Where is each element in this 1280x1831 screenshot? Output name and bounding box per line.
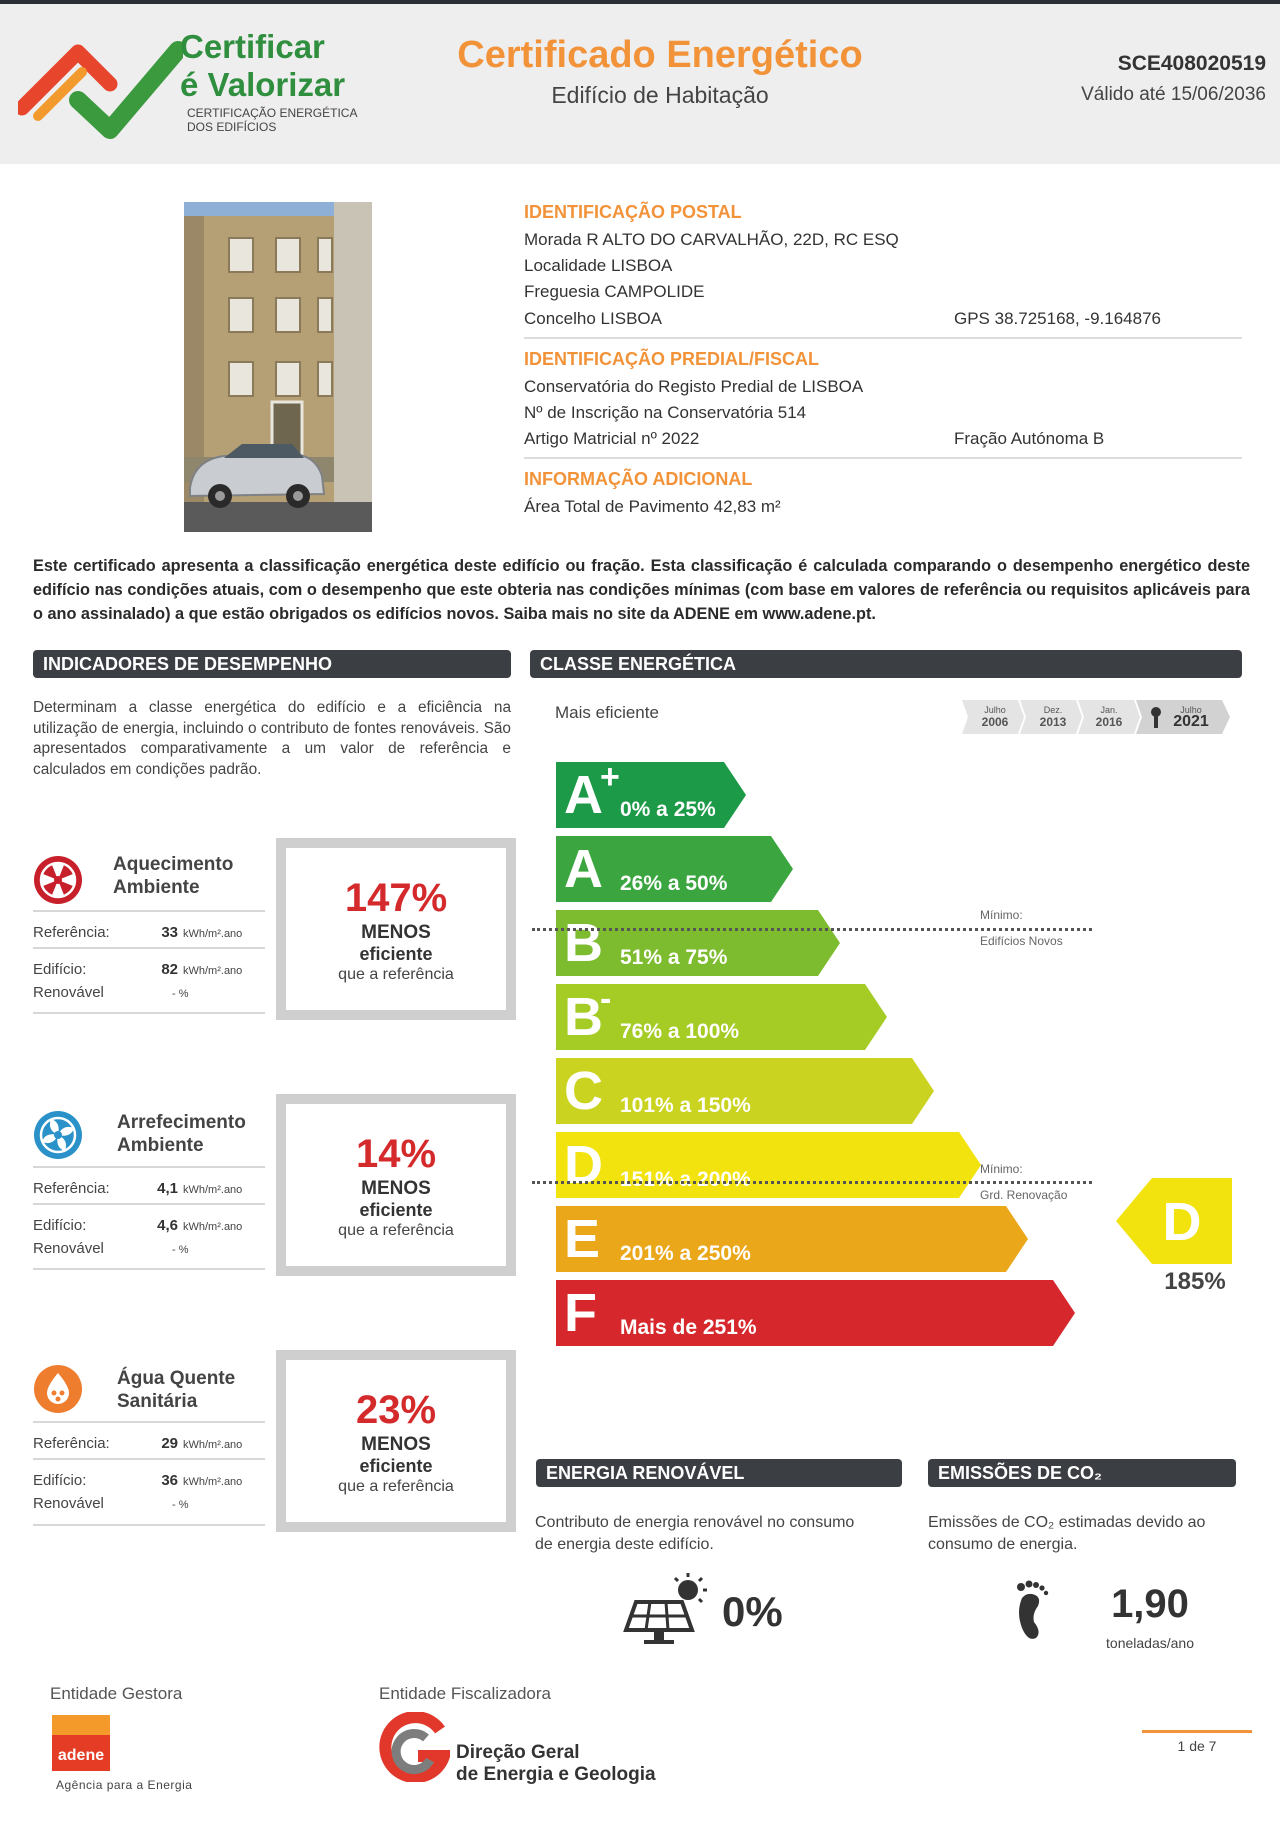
adene-logo (52, 1715, 110, 1771)
divider (33, 1166, 265, 1168)
logo-text-line1: Certificar (180, 28, 325, 65)
unit-label: kWh/m².ano (183, 1221, 243, 1233)
divider (33, 1268, 265, 1270)
class-range: 101% a 150% (620, 1094, 751, 1117)
class-letter: B (564, 913, 603, 973)
co2-desc-line2: consumo de energia. (928, 1536, 1078, 1553)
class-range: 76% a 100% (620, 1020, 740, 1043)
class-letter: F (564, 1283, 597, 1343)
menos-label: MENOS (361, 922, 431, 943)
timeline-year-4: 2021 (1173, 713, 1209, 730)
dgeg-line2: de Energia e Geologia (456, 1764, 656, 1785)
water-renov-label: Renovável (33, 1495, 104, 1512)
rating-indicator (1116, 1178, 1232, 1264)
cooling-renov-pct: - % (172, 1244, 189, 1256)
divider (33, 1524, 265, 1526)
class-letter: E (564, 1209, 601, 1269)
menos-label: MENOS (361, 1434, 431, 1455)
ref-phrase: que a referência (338, 1222, 454, 1239)
adene-subtitle: Agência para a Energia (56, 1778, 193, 1792)
certificar-logo-mark (18, 30, 183, 140)
class-modifier: + (600, 758, 620, 796)
water-efficiency-box (276, 1350, 516, 1532)
class-range: 201% a 250% (620, 1242, 751, 1265)
classe-heading: CLASSE ENERGÉTICA (530, 650, 1242, 678)
logo-subtitle-line2: DOS EDIFÍCIOS (187, 120, 277, 134)
co2-desc-line1: Emissões de CO₂ estimadas devido ao (928, 1514, 1206, 1531)
footprint-icon (1008, 1578, 1052, 1644)
cooling-ref-value: 4,1 (157, 1180, 178, 1197)
heating-ref-value: 33 (161, 924, 178, 941)
document-title: Certificado Energético (457, 34, 863, 76)
co2-heading: EMISSÕES DE CO₂ (928, 1459, 1236, 1487)
class-range: 26% a 50% (620, 872, 728, 895)
class-letter: A (564, 839, 603, 899)
dgeg-logo (378, 1712, 450, 1782)
indicators-description: Determinam a classe energética do edifício e a eficiência na utilização de energia, incluindo o contributo de fontes renováveis. São apresentados comparativamente a um valor de referência e calculados em condições padrão. (33, 699, 511, 778)
adene-logo-text: adene (57, 1747, 105, 1764)
postal-freguesia: Freguesia CAMPOLIDE (524, 282, 705, 301)
postal-morada: Morada R ALTO DO CARVALHÃO, 22D, RC ESQ (524, 230, 899, 249)
heating-ref-label: Referência: (33, 924, 110, 941)
menos-label: MENOS (361, 1178, 431, 1199)
heating-edif-label: Edifício: (33, 961, 87, 978)
class-bar-4 (556, 980, 887, 1050)
timeline-month-4: Julho (1180, 705, 1202, 715)
class-bar-8 (556, 1280, 1075, 1346)
postal-heading: IDENTIFICAÇÃO POSTAL (524, 202, 742, 222)
timeline-month-3: Jan. (1100, 705, 1118, 715)
class-bar-1 (556, 758, 746, 828)
predial-artigo: Artigo Matricial nº 2022 (524, 429, 700, 448)
dgeg-line1: Direção Geral (456, 1742, 580, 1763)
renovavel-desc-line1: Contributo de energia renovável no consumo (535, 1514, 855, 1531)
intro-paragraph: Este certificado apresenta a classificação energética deste edifício ou fração. Esta classificação é calculada comparando o desempenho energético deste edifício nas condições atuais, com o desempenho que este obteria nas condições mínimas (com base em valores de referência ou requisitos aplicáveis para o ano assinalado) a que estão obrigados os edifícios novos. Saiba mais no site da ADENE em www.adene.pt. (33, 557, 1250, 623)
class-letter: A (564, 765, 603, 825)
regulation-timeline (962, 698, 1232, 736)
class-range: Mais de 251% (620, 1316, 757, 1339)
timeline-year-1: 2006 (981, 715, 1009, 729)
cooling-percent: 14% (355, 1132, 437, 1176)
indicators-heading: INDICADORES DE DESEMPENHO (33, 650, 511, 678)
class-letter: B (564, 987, 603, 1047)
water-title-line1: Água Quente (117, 1368, 236, 1389)
eficiente-label: eficiente (359, 1456, 433, 1476)
water-renov-pct: - % (172, 1499, 189, 1511)
class-range: 51% a 75% (620, 946, 728, 969)
heating-icon (33, 855, 83, 905)
mais-eficiente-label: Mais eficiente (555, 703, 659, 722)
predial-conservatoria: Conservatória do Registo Predial de LISBOA (524, 377, 864, 396)
class-range: 0% a 25% (620, 798, 716, 821)
timeline-month-1: Julho (984, 705, 1006, 715)
unit-label: kWh/m².ano (183, 965, 243, 977)
heating-title-line2: Ambiente (113, 877, 200, 898)
ref-phrase: que a referência (338, 966, 454, 983)
cooling-renov-label: Renovável (33, 1240, 104, 1257)
heating-renov-label: Renovável (33, 984, 104, 1001)
cooling-title-line1: Arrefecimento (117, 1112, 246, 1133)
cooling-efficiency-box (276, 1094, 516, 1276)
certificate-validity: Válido até 15/06/2036 (1081, 84, 1266, 105)
class-modifier: - (600, 980, 612, 1018)
heating-title-line1: Aquecimento (113, 854, 234, 875)
class-letter: C (564, 1061, 603, 1121)
divider (33, 1203, 265, 1205)
timeline-month-2: Dez. (1043, 705, 1063, 715)
cooling-ref-label: Referência: (33, 1180, 110, 1197)
eficiente-label: eficiente (359, 944, 433, 964)
divider (33, 1458, 265, 1460)
water-title-line2: Sanitária (117, 1391, 198, 1412)
adicional-heading: INFORMAÇÃO ADICIONAL (524, 469, 753, 489)
entidade-fiscalizadora-label: Entidade Fiscalizadora (379, 1684, 551, 1703)
adene-logo-band (52, 1715, 110, 1735)
timeline-year-2: 2013 (1039, 715, 1067, 729)
water-ref-label: Referência: (33, 1435, 110, 1452)
co2-unit: toneladas/ano (1106, 1635, 1194, 1651)
class-range: 151% a 200% (620, 1168, 751, 1191)
class-bar-6 (556, 1132, 981, 1198)
heating-efficiency-box (276, 838, 516, 1020)
solar-panel-icon (622, 1572, 714, 1648)
rating-letter: D (1162, 1192, 1202, 1252)
minimo-renov-label: Grd. Renovação (980, 1188, 1068, 1202)
minimum-new-buildings-line (532, 928, 1092, 931)
minimo-label: Mínimo: (980, 908, 1023, 922)
class-bar-5 (556, 1058, 934, 1124)
eficiente-label: eficiente (359, 1200, 433, 1220)
renovavel-heading: ENERGIA RENOVÁVEL (536, 1459, 902, 1487)
page-number: 1 de 7 (1177, 1738, 1217, 1754)
hot-water-icon (33, 1364, 83, 1414)
unit-label: kWh/m².ano (183, 1439, 243, 1451)
divider (33, 1012, 265, 1014)
divider (33, 910, 265, 912)
divider (33, 1421, 265, 1423)
class-bar-2 (556, 836, 793, 902)
unit-label: kWh/m².ano (183, 1476, 243, 1488)
cooling-edif-value: 4,6 (157, 1217, 178, 1234)
minimo-novos-label: Edifícios Novos (980, 934, 1063, 948)
timeline-year-3: 2016 (1095, 715, 1123, 729)
water-edif-value: 36 (161, 1472, 178, 1489)
class-letter: D (564, 1135, 603, 1195)
cooling-edif-label: Edifício: (33, 1217, 87, 1234)
minimum-renovation-line (532, 1181, 1092, 1184)
renovavel-value: 0% (722, 1588, 783, 1635)
water-edif-label: Edifício: (33, 1472, 87, 1489)
heating-edif-value: 82 (161, 961, 178, 978)
co2-value: 1,90 (1111, 1582, 1189, 1626)
heating-renov-pct: - % (172, 988, 189, 1000)
building-photo (184, 202, 372, 532)
renovavel-desc-line2: de energia deste edifício. (535, 1536, 714, 1553)
divider (524, 337, 1242, 339)
water-percent: 23% (355, 1388, 437, 1432)
heating-percent: 147% (344, 876, 448, 920)
document-subtitle: Edifício de Habitação (551, 82, 769, 108)
page-number-rule (1142, 1730, 1252, 1733)
predial-inscricao: Nº de Inscrição na Conservatória 514 (524, 403, 807, 422)
postal-gps: GPS 38.725168, -9.164876 (954, 309, 1161, 328)
predial-heading: IDENTIFICAÇÃO PREDIAL/FISCAL (524, 349, 819, 369)
water-ref-value: 29 (161, 1435, 178, 1452)
class-bar-3 (556, 910, 840, 976)
rating-percent: 185% (1164, 1268, 1226, 1295)
adicional-area: Área Total de Pavimento 42,83 m² (524, 497, 781, 516)
logo-text-line2: é Valorizar (180, 66, 346, 103)
cooling-fan-icon (33, 1110, 83, 1160)
logo-subtitle-line1: CERTIFICAÇÃO ENERGÉTICA (187, 106, 358, 120)
postal-localidade: Localidade LISBOA (524, 256, 673, 275)
divider (524, 457, 1242, 459)
postal-concelho: Concelho LISBOA (524, 309, 662, 328)
predial-fracao: Fração Autónoma B (954, 429, 1105, 448)
cooling-title-line2: Ambiente (117, 1135, 204, 1156)
unit-label: kWh/m².ano (183, 928, 243, 940)
certificate-number: SCE408020519 (1117, 52, 1266, 75)
class-bar-7 (556, 1206, 1028, 1272)
minimo-label: Mínimo: (980, 1162, 1023, 1176)
energy-class-scale (556, 758, 1076, 1432)
ref-phrase: que a referência (338, 1478, 454, 1495)
unit-label: kWh/m².ano (183, 1184, 243, 1196)
divider (33, 947, 265, 949)
entidade-gestora-label: Entidade Gestora (50, 1684, 183, 1703)
